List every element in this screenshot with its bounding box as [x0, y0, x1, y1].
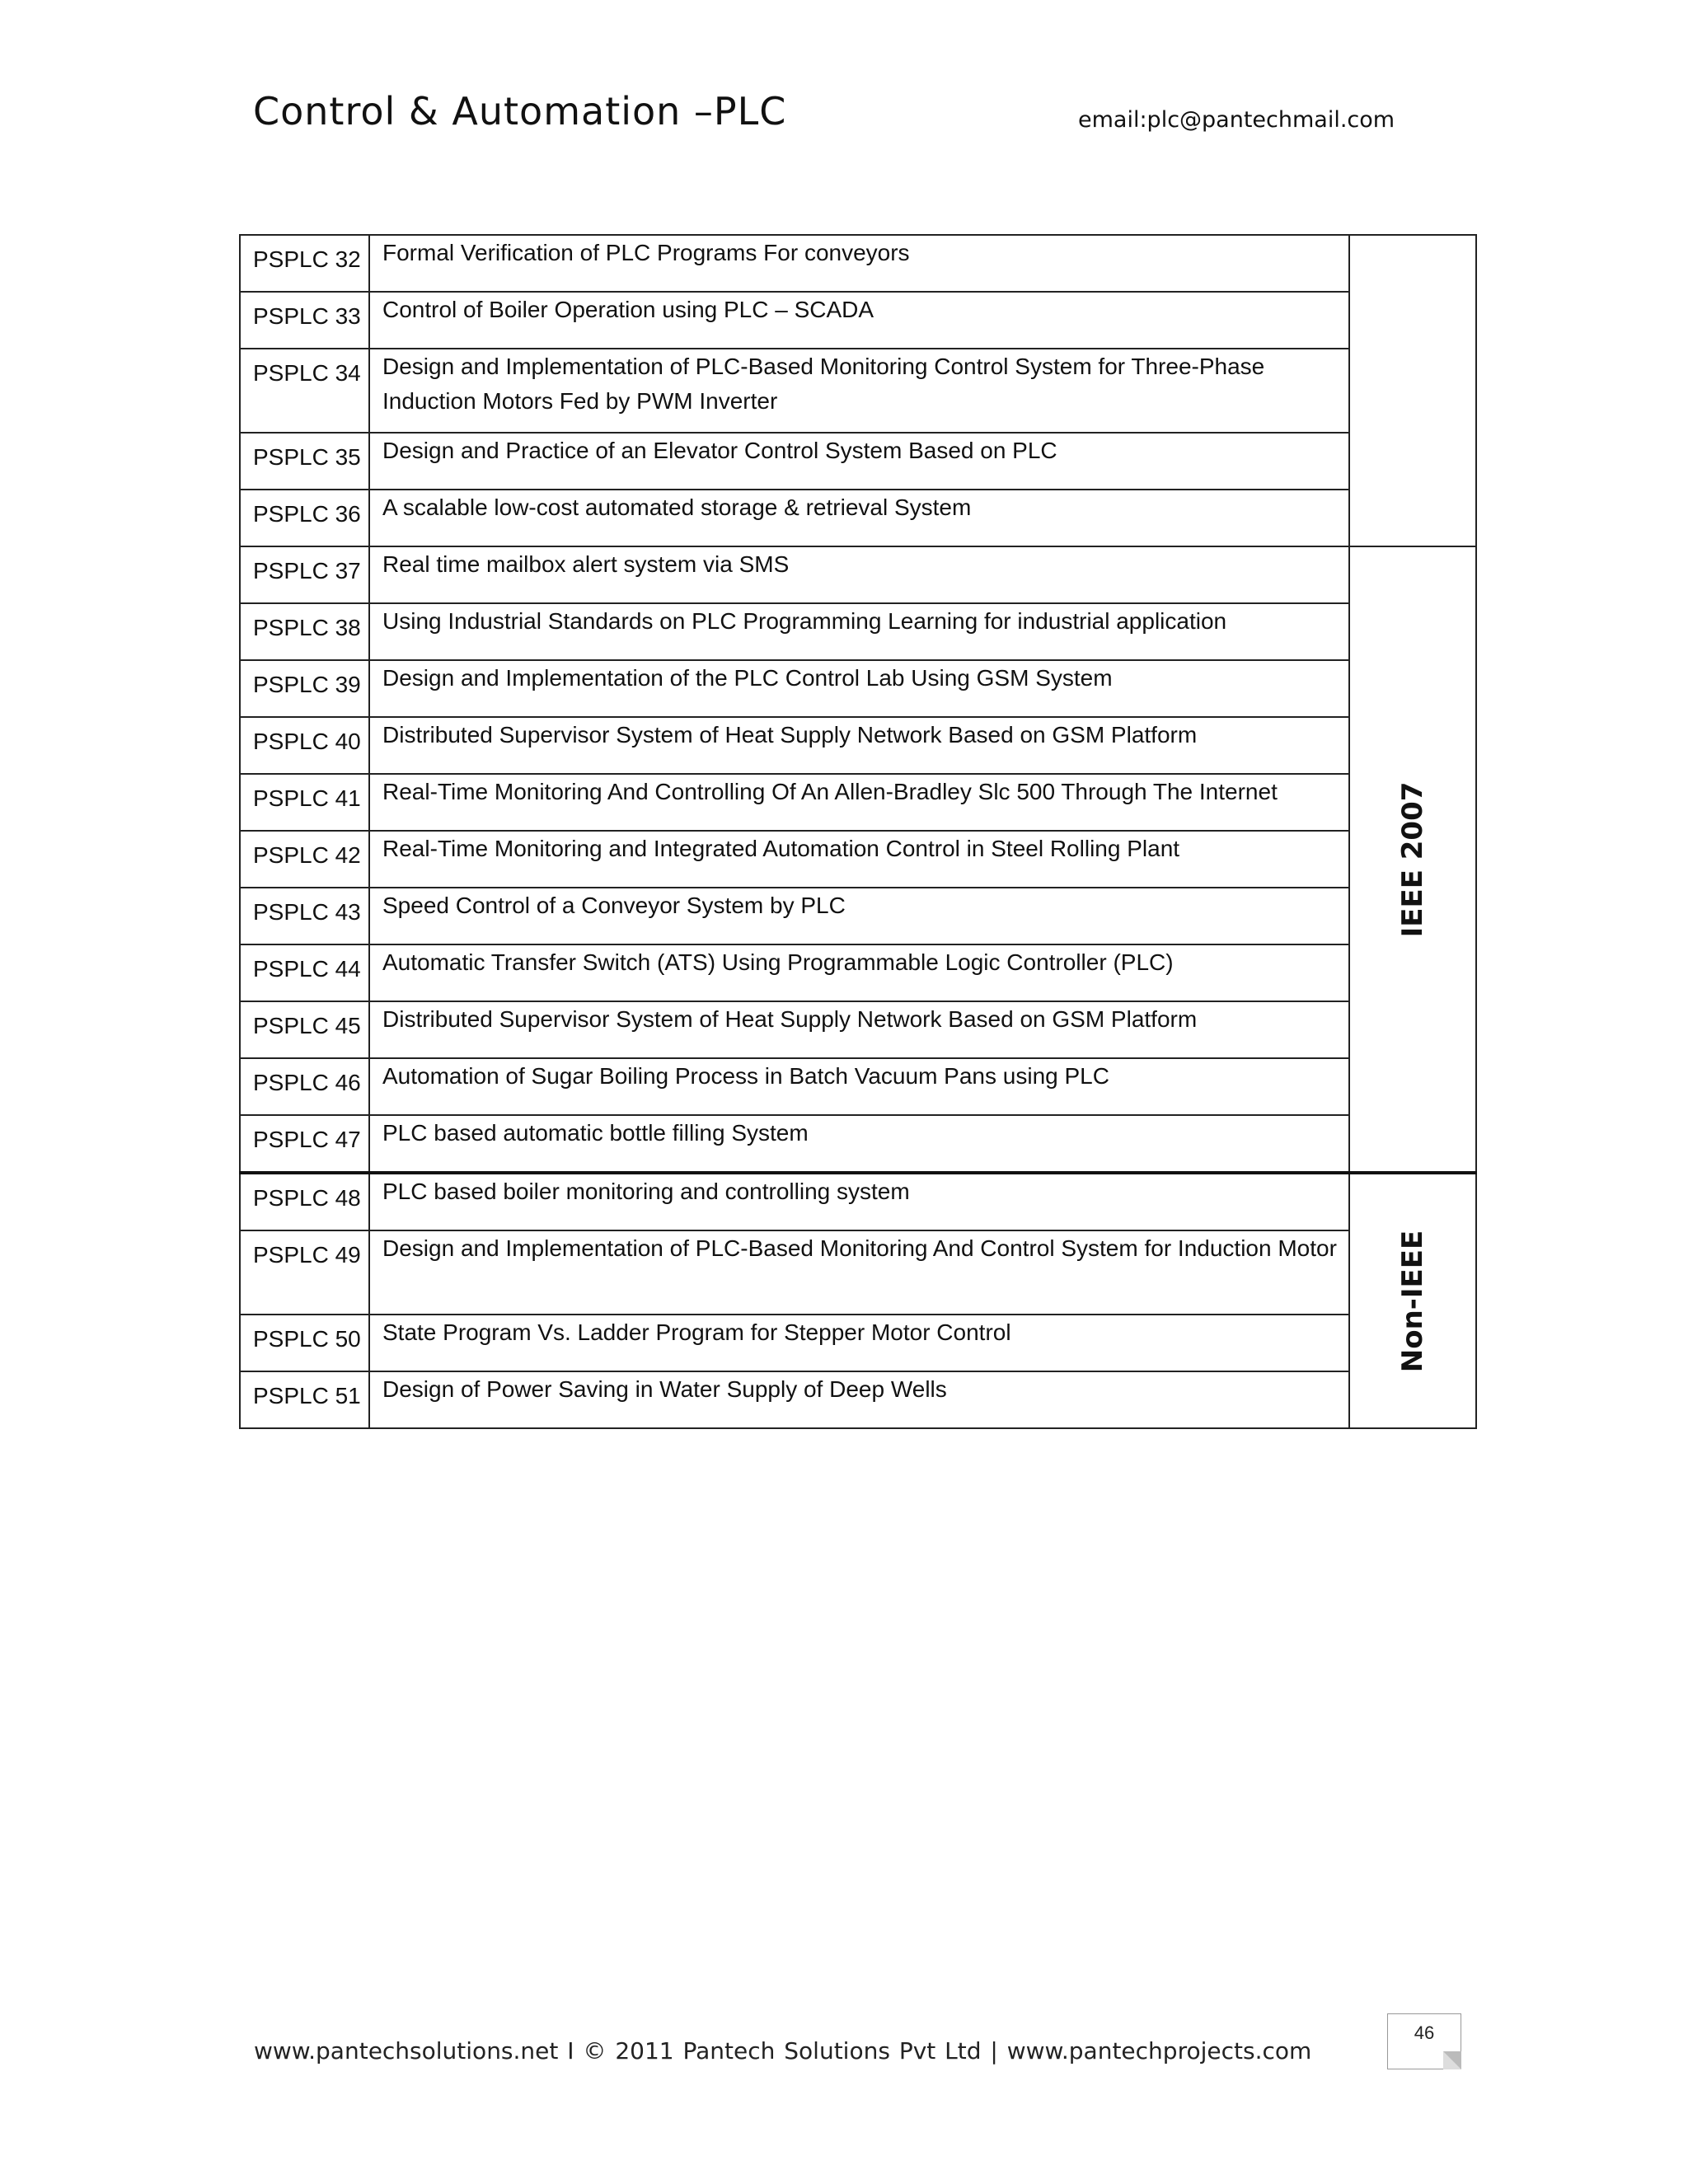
table-row: [240, 944, 1476, 1001]
category-label-ieee: IEEE 2007: [1396, 781, 1429, 937]
table-row: [240, 1173, 1476, 1230]
table-row: [240, 433, 1476, 490]
project-code: PSPLC 33: [240, 292, 369, 349]
table-row: [240, 717, 1476, 774]
project-code: PSPLC 42: [240, 831, 369, 888]
table-row: [240, 603, 1476, 660]
page-title: Control & Automation –PLC: [253, 89, 787, 134]
project-title: Distributed Supervisor System of Heat Supply Network Based on GSM Platform: [369, 717, 1349, 774]
project-code: PSPLC 51: [240, 1371, 369, 1428]
project-code: PSPLC 45: [240, 1001, 369, 1058]
table-row: [240, 490, 1476, 546]
category-cell-blank: [1349, 235, 1476, 546]
project-title: State Program Vs. Ladder Program for Stepper Motor Control: [369, 1315, 1349, 1371]
table-row: [240, 888, 1476, 944]
project-title: Control of Boiler Operation using PLC – SCADA: [369, 292, 1349, 349]
project-title: PLC based automatic bottle filling System: [369, 1115, 1349, 1173]
category-cell-ieee: [1349, 546, 1476, 1173]
table-row: [240, 660, 1476, 717]
project-code: PSPLC 41: [240, 774, 369, 831]
project-title: A scalable low-cost automated storage & retrieval System: [369, 490, 1349, 546]
table-row: [240, 1315, 1476, 1371]
project-code: PSPLC 49: [240, 1230, 369, 1315]
table-row: [240, 774, 1476, 831]
project-title: Design and Implementation of PLC-Based Monitoring Control System for Three-Phase Induction Motors Fed by PWM Inverter: [369, 349, 1349, 433]
project-code: PSPLC 37: [240, 546, 369, 603]
table-row: [240, 349, 1476, 433]
project-title: PLC based boiler monitoring and controlling system: [369, 1173, 1349, 1230]
project-title: Design and Implementation of the PLC Control Lab Using GSM System: [369, 660, 1349, 717]
table-row: [240, 292, 1476, 349]
project-code: PSPLC 50: [240, 1315, 369, 1371]
page-curl-icon: [1443, 2051, 1461, 2069]
project-title: Formal Verification of PLC Programs For conveyors: [369, 235, 1349, 292]
project-title: Distributed Supervisor System of Heat Supply Network Based on GSM Platform: [369, 1001, 1349, 1058]
page-number-badge: [1387, 2013, 1461, 2069]
project-title: Design of Power Saving in Water Supply of Deep Wells: [369, 1371, 1349, 1428]
table-row: [240, 546, 1476, 603]
project-code: PSPLC 48: [240, 1173, 369, 1230]
table-row: [240, 1001, 1476, 1058]
project-code: PSPLC 44: [240, 944, 369, 1001]
table-row: [240, 1115, 1476, 1173]
project-code: PSPLC 39: [240, 660, 369, 717]
table-row: [240, 831, 1476, 888]
project-title: Automatic Transfer Switch (ATS) Using Programmable Logic Controller (PLC): [369, 944, 1349, 1001]
project-title: Automation of Sugar Boiling Process in Batch Vacuum Pans using PLC: [369, 1058, 1349, 1115]
project-code: PSPLC 35: [240, 433, 369, 490]
table-row: [240, 1371, 1476, 1428]
project-code: PSPLC 32: [240, 235, 369, 292]
project-code: PSPLC 46: [240, 1058, 369, 1115]
project-title: Design and Practice of an Elevator Control System Based on PLC: [369, 433, 1349, 490]
header-email: email:plc@pantechmail.com: [1078, 107, 1395, 133]
project-table: [239, 234, 1477, 1429]
page-number: 46: [1414, 2022, 1435, 2043]
project-code: PSPLC 47: [240, 1115, 369, 1173]
category-cell-non-ieee: [1349, 1173, 1476, 1428]
category-label-non-ieee: Non-IEEE: [1396, 1230, 1429, 1372]
project-title: Design and Implementation of PLC-Based Monitoring And Control System for Induction Motor: [369, 1230, 1349, 1315]
project-title: Speed Control of a Conveyor System by PLC: [369, 888, 1349, 944]
project-code: PSPLC 40: [240, 717, 369, 774]
project-title: Real-Time Monitoring and Integrated Automation Control in Steel Rolling Plant: [369, 831, 1349, 888]
table-row: [240, 1058, 1476, 1115]
project-code: PSPLC 38: [240, 603, 369, 660]
project-code: PSPLC 34: [240, 349, 369, 433]
page-footer: www.pantechsolutions.net I © 2011 Pantech Solutions Pvt Ltd | www.pantechprojects.com: [254, 2037, 1312, 2064]
table-row: [240, 1230, 1476, 1315]
project-title: Real-Time Monitoring And Controlling Of An Allen-Bradley Slc 500 Through The Internet: [369, 774, 1349, 831]
project-title: Real time mailbox alert system via SMS: [369, 546, 1349, 603]
table-row: [240, 235, 1476, 292]
project-code: PSPLC 43: [240, 888, 369, 944]
project-code: PSPLC 36: [240, 490, 369, 546]
project-title: Using Industrial Standards on PLC Programming Learning for industrial application: [369, 603, 1349, 660]
